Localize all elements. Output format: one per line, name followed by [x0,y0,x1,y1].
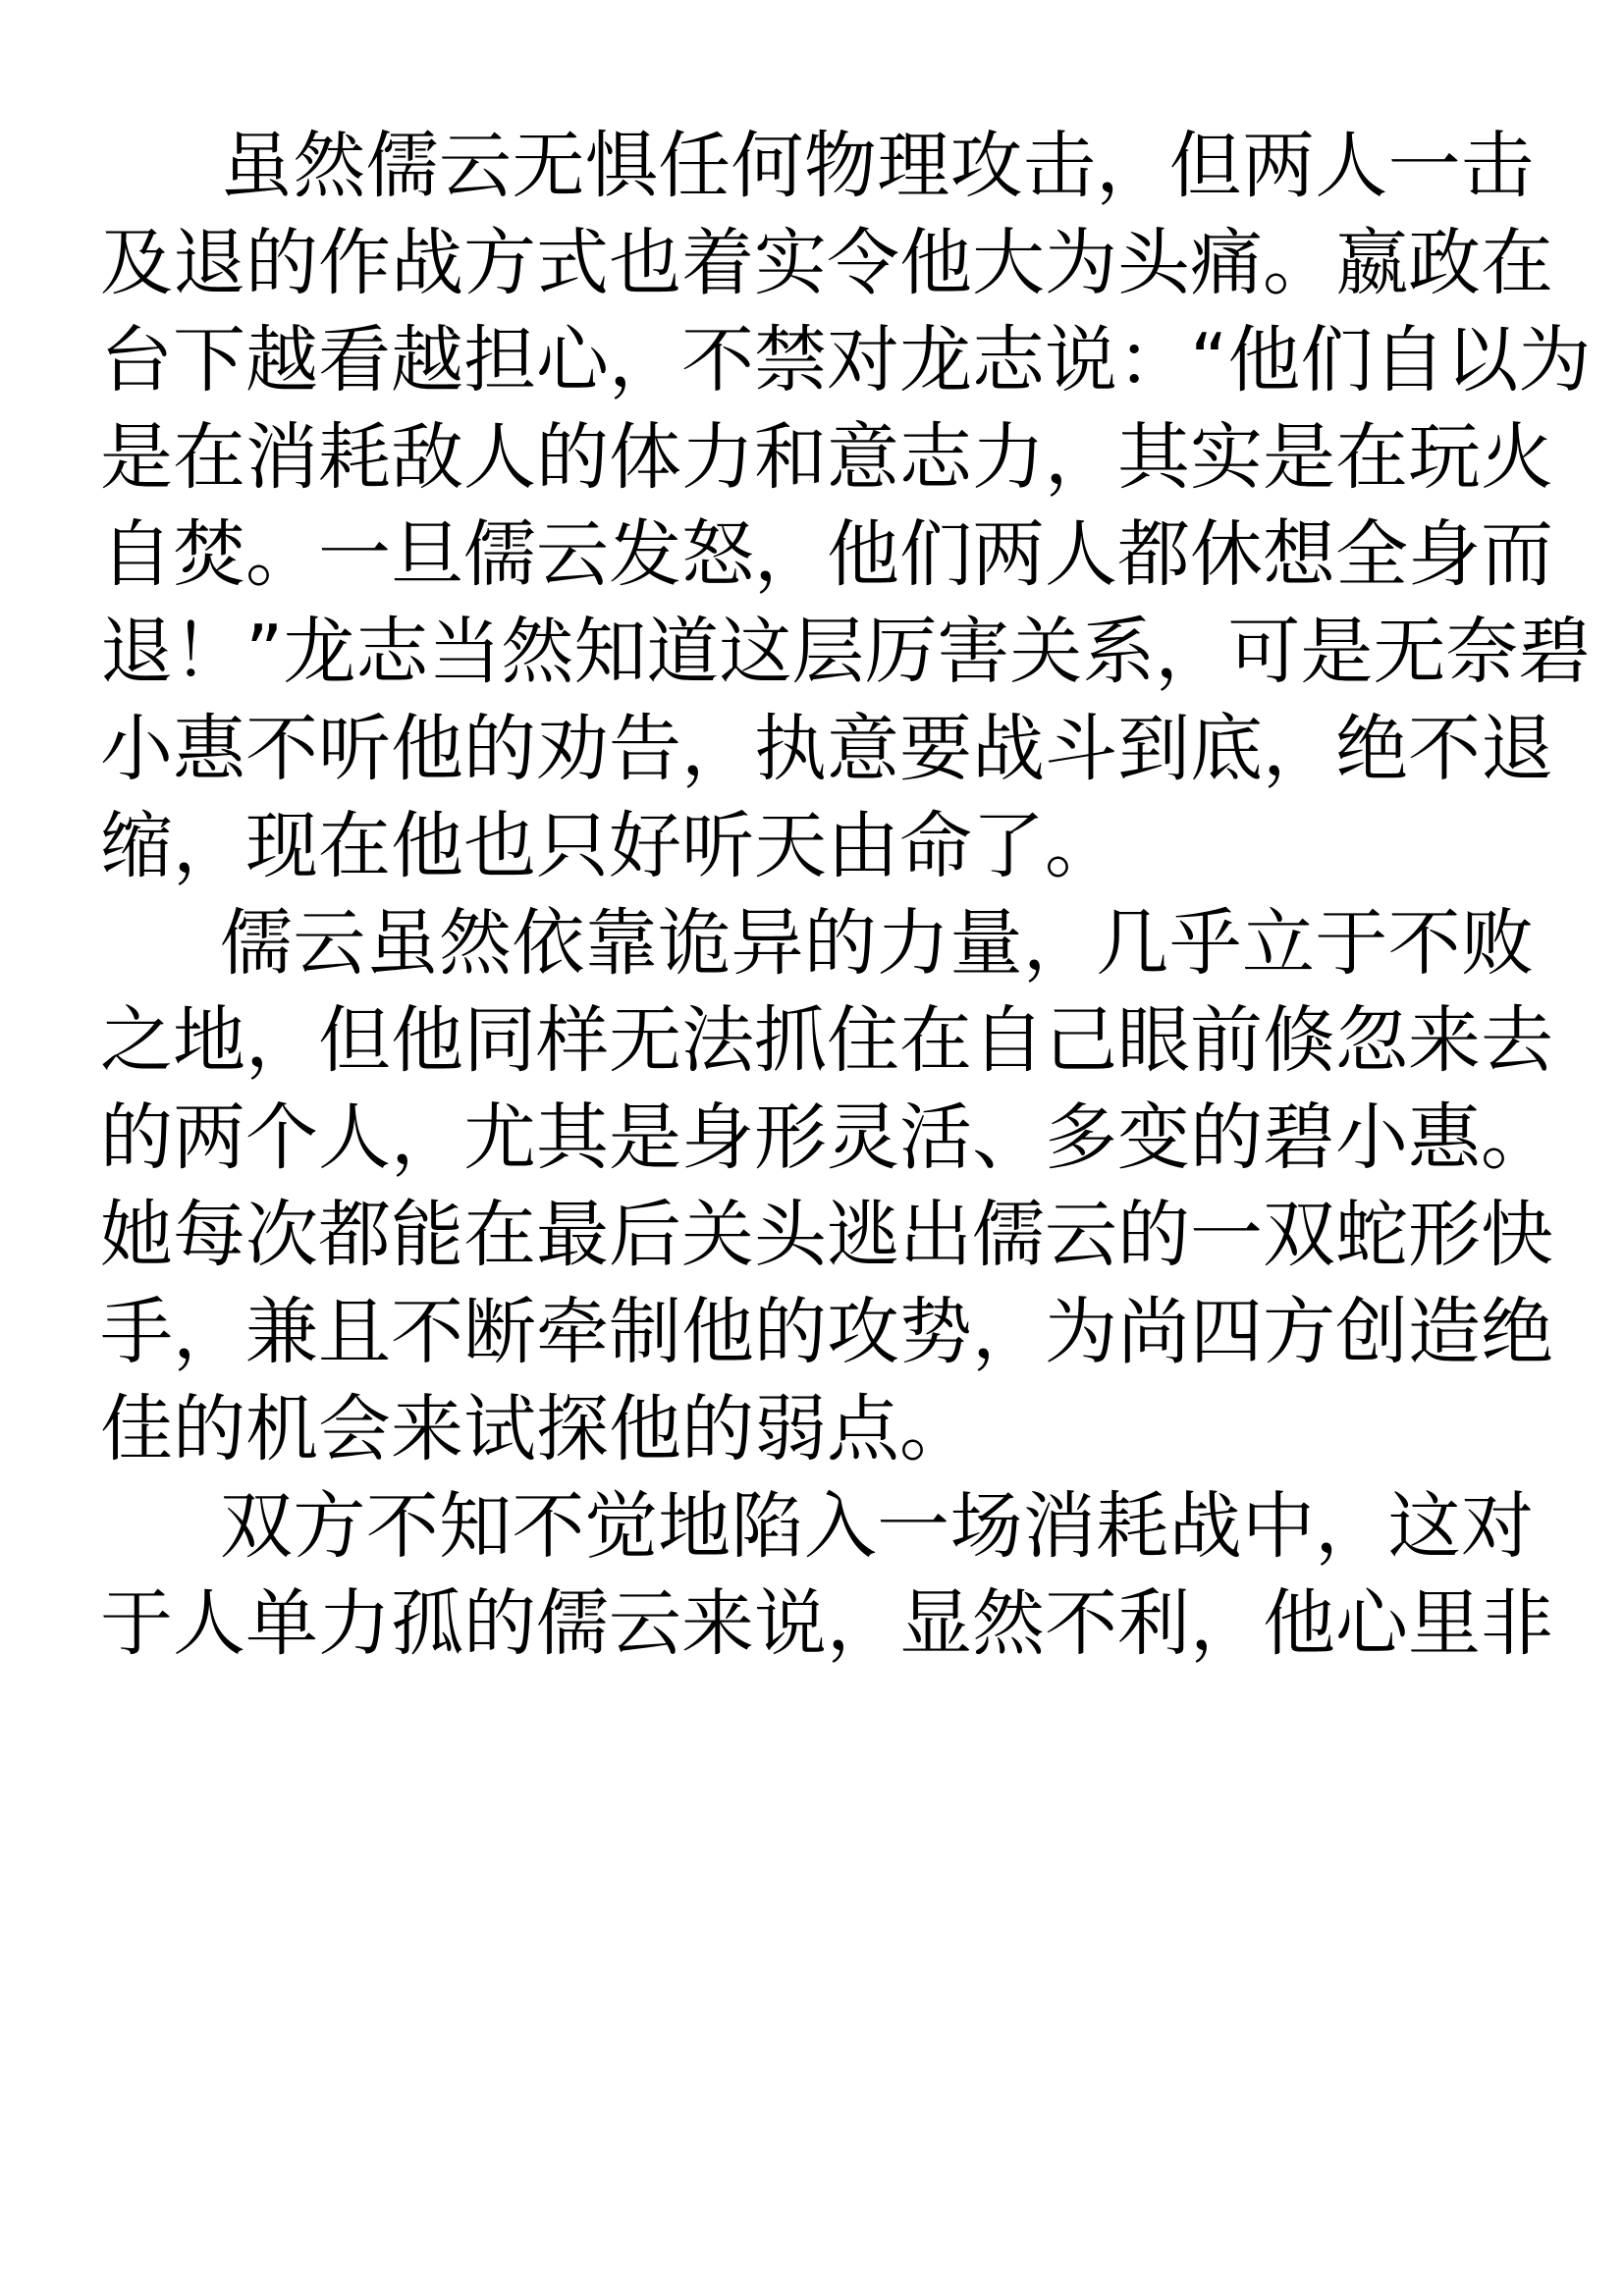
text-line: 退！”龙志当然知道这层厉害关系，可是无奈碧 [100,610,1592,694]
text-line: 的两个人，尤其是身形灵活、多变的碧小惠。 [100,1095,1553,1180]
text-line: 是在消耗敌人的体力和意志力，其实是在玩火 [100,415,1553,500]
text-line: 自焚。一旦儒云发怒，他们两人都休想全身而 [100,512,1553,597]
text-line: 于人单力孤的儒云来说，显然不利，他心里非 [100,1581,1553,1666]
text-line: 她每次都能在最后关头逃出儒云的一双蛇形快 [100,1193,1553,1277]
text-line: 虽然儒云无惧任何物理攻击，但两人一击 [220,124,1534,208]
text-line: 缩，现在他也只好听天由命了。 [100,804,1117,888]
text-line: 之地，但他同样无法抓住在自己眼前倏忽来去 [100,998,1553,1083]
text-line: 及退的作战方式也着实令他大为头痛。嬴政在 [100,221,1553,305]
text-line: 手，兼且不断牵制他的攻势，为尚四方创造绝 [100,1290,1553,1374]
text-line: 儒云虽然依靠诡异的力量，几乎立于不败 [220,901,1534,986]
text-line: 台下越看越担心，不禁对龙志说：“他们自以为 [100,318,1592,402]
text-line: 双方不知不觉地陷入一场消耗战中，这对 [220,1484,1534,1569]
text-line: 小惠不听他的劝告，执意要战斗到底，绝不退 [100,707,1553,791]
text-line: 佳的机会来试探他的弱点。 [100,1387,972,1471]
body-text [100,118,1592,1673]
